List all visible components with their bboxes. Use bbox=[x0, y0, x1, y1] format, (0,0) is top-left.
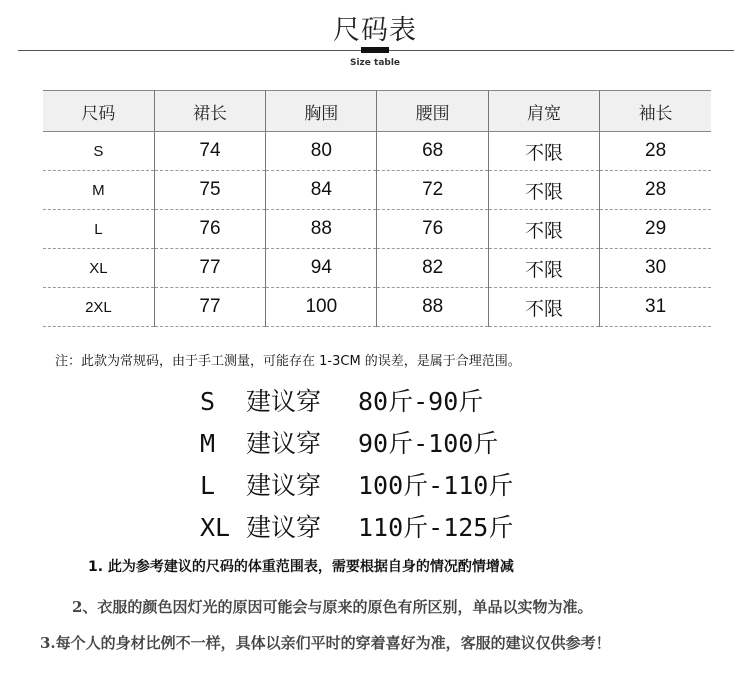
page-subtitle: Size table bbox=[349, 58, 401, 68]
weight-range: 90斤-100斤 bbox=[358, 429, 499, 458]
table-row bbox=[43, 288, 711, 327]
cell-shoulder: 不限 bbox=[488, 288, 599, 327]
table-row bbox=[43, 132, 711, 171]
cell-bust: 84 bbox=[266, 171, 377, 210]
cell-sleeve: 29 bbox=[645, 218, 667, 239]
cell-skirt-length: 74 bbox=[154, 132, 265, 171]
weight-size: L bbox=[200, 471, 216, 500]
weight-size: XL bbox=[200, 513, 231, 542]
weight-label: 建议穿 bbox=[246, 471, 322, 500]
cell-waist: 88 bbox=[377, 288, 488, 327]
cell-bust: 80 bbox=[266, 132, 377, 171]
header-bust: 胸围 bbox=[266, 91, 377, 132]
tip-body-proportion: 3.每个人的身材比例不一样，具体以亲们平时的穿着喜好为准，客服的建议仅供参考！ bbox=[40, 634, 611, 652]
page-title: 尺码表 bbox=[333, 15, 417, 46]
cell-shoulder: 不限 bbox=[488, 249, 599, 288]
weight-range: 100斤-110斤 bbox=[358, 471, 514, 500]
cell-shoulder: 不限 bbox=[488, 171, 599, 210]
cell-skirt-length: 76 bbox=[154, 210, 265, 249]
weight-size: S bbox=[200, 387, 216, 416]
cell-shoulder: 不限 bbox=[488, 210, 599, 249]
cell-size: L bbox=[43, 210, 154, 249]
table-row bbox=[43, 249, 711, 288]
weight-label: 建议穿 bbox=[246, 513, 322, 542]
cell-bust: 100 bbox=[266, 288, 377, 327]
cell-waist: 76 bbox=[377, 210, 488, 249]
cell-skirt-length: 75 bbox=[154, 171, 265, 210]
cell-sleeve: 28 bbox=[645, 179, 667, 200]
tip-color-difference: 2、衣服的颜色因灯光的原因可能会与原来的原色有所区别，单品以实物为准。 bbox=[72, 598, 593, 616]
cell-size: 2XL bbox=[43, 288, 154, 327]
tip-weight-reference: 1. 此为参考建议的尺码的体重范围表，需要根据自身的情况酌情增减 bbox=[88, 559, 514, 575]
cell-sleeve: 31 bbox=[600, 288, 711, 327]
header-size: 尺码 bbox=[43, 91, 154, 132]
weight-label: 建议穿 bbox=[246, 429, 322, 458]
cell-waist: 72 bbox=[377, 171, 488, 210]
header-sleeve: 袖长 bbox=[600, 91, 711, 132]
cell-sleeve: 30 bbox=[645, 257, 667, 278]
weight-row bbox=[200, 382, 620, 424]
cell-skirt-length: 77 bbox=[154, 288, 265, 327]
cell-shoulder: 不限 bbox=[488, 132, 599, 171]
weight-range: 110斤-125斤 bbox=[358, 513, 514, 542]
size-table bbox=[43, 90, 711, 327]
header-shoulder: 肩宽 bbox=[488, 91, 599, 132]
cell-skirt-length: 77 bbox=[154, 249, 265, 288]
table-row bbox=[43, 171, 711, 210]
cell-bust: 88 bbox=[266, 210, 377, 249]
table-row bbox=[43, 210, 711, 249]
weight-row bbox=[200, 424, 620, 466]
cell-bust: 94 bbox=[266, 249, 377, 288]
weight-guide bbox=[200, 382, 620, 550]
cell-size: M bbox=[43, 171, 154, 210]
weight-size: M bbox=[200, 429, 216, 458]
weight-label: 建议穿 bbox=[246, 387, 322, 416]
table-header-row bbox=[43, 91, 711, 132]
cell-size: XL bbox=[43, 249, 154, 288]
cell-sleeve: 28 bbox=[645, 140, 667, 161]
weight-range: 80斤-90斤 bbox=[358, 387, 484, 416]
cell-waist: 68 bbox=[377, 132, 488, 171]
header-waist: 腰围 bbox=[377, 91, 488, 132]
cell-waist: 82 bbox=[377, 249, 488, 288]
measurement-note: 注：此款为常规码，由于手工测量，可能存在 1-3CM 的误差，是属于合理范围。 bbox=[55, 354, 521, 369]
weight-row bbox=[200, 508, 620, 550]
weight-row bbox=[200, 466, 620, 508]
title-accent-bar bbox=[361, 47, 389, 53]
cell-size: S bbox=[43, 132, 154, 171]
header-skirt-length: 裙长 bbox=[154, 91, 265, 132]
